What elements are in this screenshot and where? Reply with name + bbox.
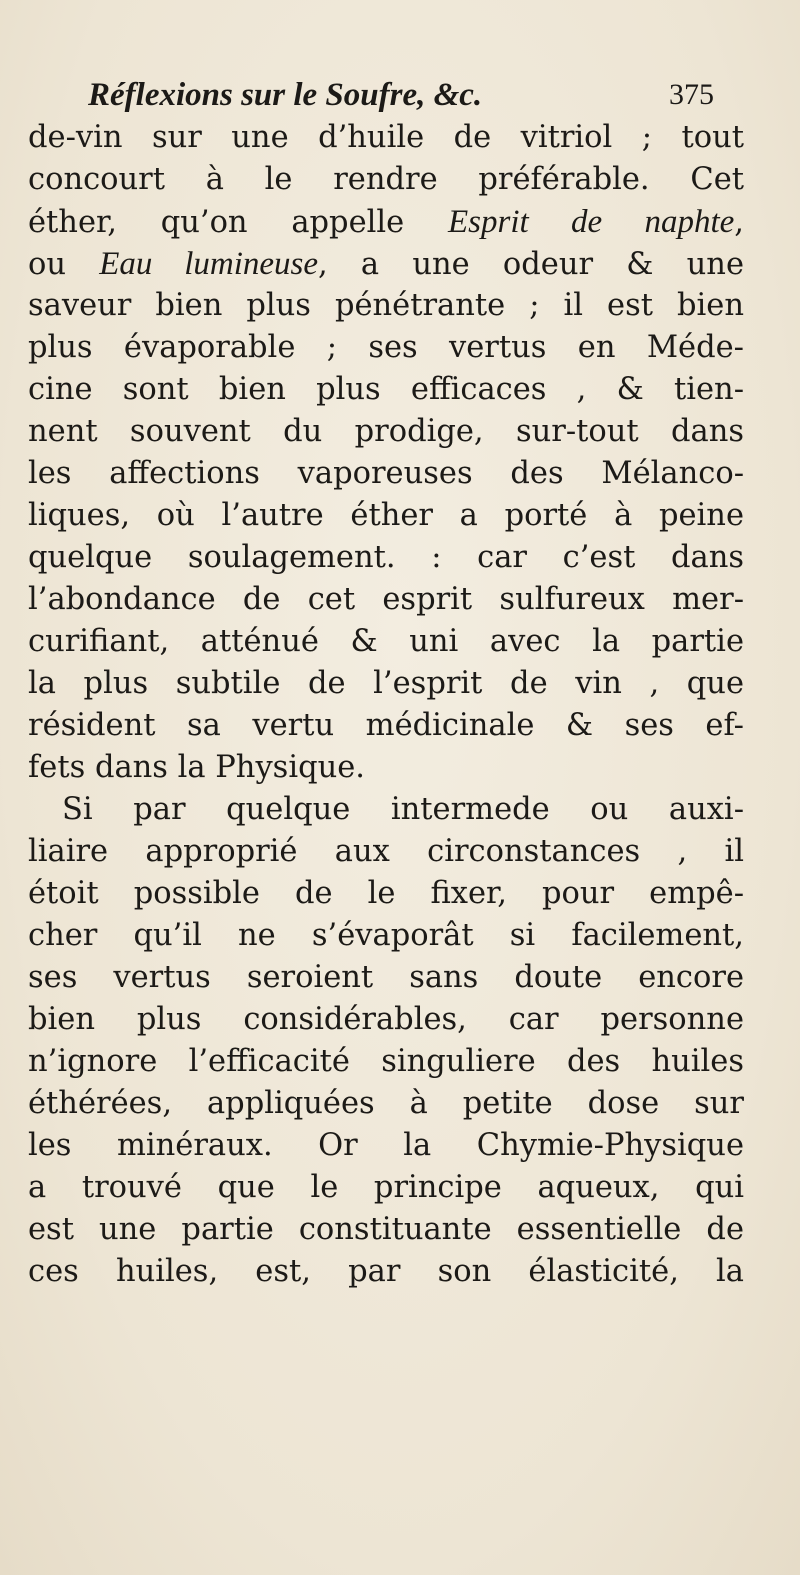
text-line bbox=[28, 1251, 744, 1293]
text-run: résident sa vertu médicinale & ses ef- bbox=[28, 708, 744, 743]
text-line bbox=[28, 537, 744, 579]
text-line bbox=[28, 873, 744, 915]
text-run: a trouvé que le principe aqueux, qui bbox=[28, 1170, 744, 1205]
text-line bbox=[28, 747, 744, 789]
text-line bbox=[28, 285, 744, 327]
text-run: liaire approprié aux circonstances , il bbox=[28, 834, 744, 869]
text-run: fets dans la Physique. bbox=[28, 750, 365, 785]
text-run: nent souvent du prodige, sur-tout dans bbox=[28, 414, 744, 449]
italic-term: Esprit de naphte bbox=[447, 204, 735, 240]
text-line bbox=[28, 1167, 744, 1209]
text-run: étoit possible de le fixer, pour empê- bbox=[28, 876, 744, 911]
text-line bbox=[28, 1209, 744, 1251]
text-line bbox=[28, 999, 744, 1041]
text-run: les affections vaporeuses des Mélanco- bbox=[28, 456, 744, 491]
text-line bbox=[28, 621, 744, 663]
text-line bbox=[28, 159, 744, 201]
text-line bbox=[28, 117, 744, 159]
text-run: de-vin sur une d’huile de vitriol ; tout bbox=[28, 120, 744, 155]
page-header bbox=[88, 72, 728, 118]
text-line bbox=[28, 411, 744, 453]
text-line bbox=[28, 957, 744, 999]
body-text bbox=[28, 117, 744, 1293]
text-run: concourt à le rendre préférable. Cet bbox=[28, 162, 744, 197]
text-run: les minéraux. Or la Chymie-Physique bbox=[28, 1128, 744, 1163]
text-line bbox=[28, 369, 744, 411]
text-run: ou bbox=[28, 247, 100, 282]
text-run: plus évaporable ; ses vertus en Méde- bbox=[28, 330, 744, 365]
text-line bbox=[28, 243, 744, 285]
text-run: éther, qu’on appelle bbox=[28, 205, 448, 240]
text-line bbox=[28, 663, 744, 705]
text-run: n’ignore l’efficacité singuliere des huiles bbox=[28, 1044, 744, 1079]
text-line bbox=[28, 579, 744, 621]
text-run: éthérées, appliquées à petite dose sur bbox=[28, 1086, 744, 1121]
running-title: Réflexions sur le Soufre, &c. bbox=[88, 77, 483, 113]
text-line bbox=[28, 831, 744, 873]
text-run: Si par quelque intermede ou auxi- bbox=[62, 792, 744, 827]
text-run: cher qu’il ne s’évaporât si facilement, bbox=[28, 918, 744, 953]
text-run: ces huiles, est, par son élasticité, la bbox=[28, 1254, 744, 1289]
italic-term: Eau lumineuse bbox=[99, 246, 318, 282]
text-line bbox=[28, 1083, 744, 1125]
text-line bbox=[28, 789, 744, 831]
text-line bbox=[28, 201, 744, 243]
text-run: la plus subtile de l’esprit de vin , que bbox=[28, 666, 744, 701]
text-run: est une partie constituante essentielle de bbox=[28, 1212, 744, 1247]
text-run: saveur bien plus pénétrante ; il est bien bbox=[28, 288, 744, 323]
text-line bbox=[28, 705, 744, 747]
text-run: cine sont bien plus efficaces , & tien- bbox=[28, 372, 744, 407]
page-number: 375 bbox=[669, 78, 714, 111]
text-line bbox=[28, 453, 744, 495]
text-line bbox=[28, 327, 744, 369]
text-line bbox=[28, 915, 744, 957]
text-line bbox=[28, 1125, 744, 1167]
text-line bbox=[28, 495, 744, 537]
text-run: quelque soulagement. : car c’est dans bbox=[28, 540, 744, 575]
text-line bbox=[28, 1041, 744, 1083]
text-run: l’abondance de cet esprit sulfureux mer- bbox=[28, 582, 744, 617]
text-run: bien plus considérables, car personne bbox=[28, 1002, 744, 1037]
text-run: ses vertus seroient sans doute encore bbox=[28, 960, 744, 995]
text-run: curifiant, atténué & uni avec la partie bbox=[28, 624, 744, 659]
text-run: , bbox=[734, 205, 744, 240]
text-run: liques, où l’autre éther a porté à peine bbox=[28, 498, 744, 533]
text-run: , a une odeur & une bbox=[318, 247, 745, 282]
